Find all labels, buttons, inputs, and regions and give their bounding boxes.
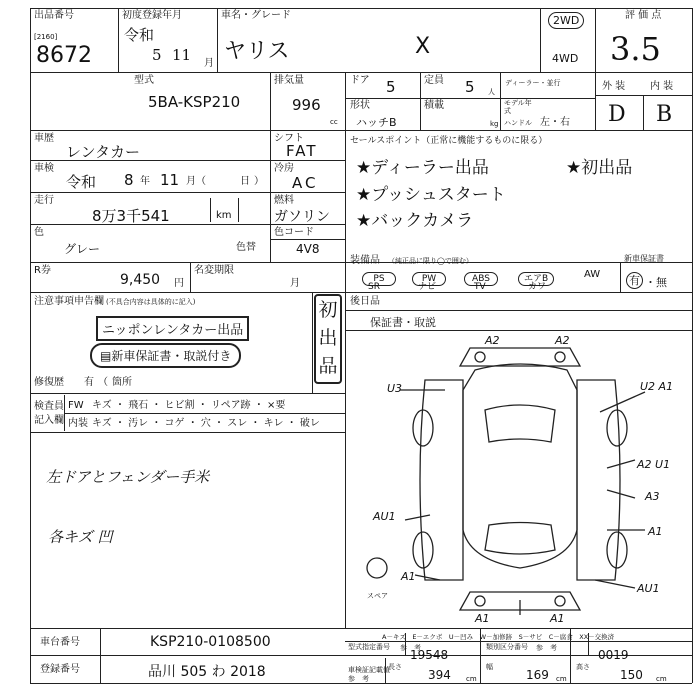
rule	[30, 192, 345, 193]
history-value: レンタカー	[66, 143, 141, 161]
rule	[100, 628, 101, 683]
shift-label: シフト	[274, 133, 304, 144]
damage-mark: A2	[555, 334, 570, 347]
reference-label: 参 考	[400, 644, 421, 652]
rule	[345, 641, 692, 642]
inspection-year-unit: 年	[140, 176, 150, 187]
designation-label: 型式指定番号	[348, 643, 390, 651]
rule	[385, 658, 386, 683]
lot-number: 8672	[36, 43, 92, 68]
after-value: 保証書・取説	[370, 316, 436, 329]
reg-month: 11	[172, 46, 192, 64]
selling-point-item: ★ディーラー出品	[356, 158, 489, 178]
first-stamp-char: 出	[318, 327, 338, 349]
damage-mark: A1	[550, 612, 565, 625]
repair-label: 修復歴	[34, 377, 64, 388]
doors: 5	[386, 78, 396, 96]
selling-point-item: ★バックカメラ	[356, 211, 474, 231]
reg-era: 令和	[124, 26, 155, 44]
inspection-era: 令和	[66, 173, 97, 191]
first-stamp-char: 品	[318, 355, 338, 377]
damage-mark: A1	[401, 570, 416, 583]
cc-unit: cc	[330, 118, 338, 126]
displacement: 996	[292, 96, 321, 114]
rule	[270, 130, 271, 262]
rule	[270, 72, 271, 130]
rule	[420, 72, 421, 130]
repair-bracket: （	[98, 377, 108, 388]
kg-unit: kg	[490, 120, 499, 128]
length-label: 長さ	[388, 663, 402, 671]
damage-mark: A1	[648, 525, 663, 538]
rule	[595, 130, 692, 131]
rule	[190, 262, 191, 292]
door-label: ドア	[350, 75, 370, 86]
rule	[30, 292, 692, 293]
selling-point-item: ★プッシュスタート	[356, 185, 506, 205]
rule	[30, 628, 692, 629]
color-code: 4V8	[296, 242, 320, 256]
damage-mark: A1	[475, 612, 490, 625]
length: 394	[428, 668, 451, 682]
category: 0019	[598, 648, 629, 662]
displacement-label: 排気量	[274, 75, 304, 86]
first-stamp-char: 初	[318, 299, 338, 321]
rule	[30, 72, 692, 73]
selling-point-item: ★初出品	[566, 158, 633, 178]
rule	[312, 292, 313, 393]
reg-label: 初度登録年月	[122, 10, 182, 21]
reg-year: 5	[152, 46, 162, 64]
fuel-label: 燃料	[274, 195, 294, 206]
inspection-year: 8	[124, 171, 134, 189]
damage-marks	[367, 334, 673, 625]
height-unit: cm	[656, 675, 667, 683]
reference-label-3: 参 考	[348, 675, 369, 683]
rule	[345, 310, 692, 311]
fuel: ガソリン	[274, 209, 330, 225]
interior-label: 内 装	[650, 81, 674, 92]
equip-airbag: エアB	[518, 266, 554, 286]
rule	[270, 239, 345, 240]
fw-items: キズ ・ 飛石 ・ ヒビ割 ・ リペア跡 ・ ×要	[92, 400, 286, 411]
dealer-label: ディーラー・並行	[505, 79, 561, 87]
first-time-stamp	[314, 294, 342, 384]
car-name: ヤリス	[224, 39, 290, 64]
notes-label: 注意事項申告欄	[34, 296, 104, 307]
damage-mark: AU1	[637, 582, 660, 595]
rule	[588, 633, 589, 655]
mileage: 8万3千541	[92, 207, 170, 225]
score: 3.5	[610, 30, 661, 68]
interior-inspect-label: 内装	[68, 418, 88, 429]
rule	[30, 130, 595, 131]
recycle-label: R券	[34, 265, 51, 276]
handle: 左・右	[540, 117, 570, 128]
rule	[692, 8, 693, 683]
inspector-label-2: 記入欄	[34, 415, 64, 426]
grade: X	[415, 34, 431, 59]
chassis: KSP210-0108500	[150, 634, 271, 650]
color: グレー	[64, 242, 101, 256]
exterior-label: 外 装	[602, 81, 626, 92]
width-label: 幅	[486, 663, 493, 671]
damage-legend: A－キズ E－エクボ U－凹み W－加修跡 S－サビ C－腐食 XX－交換済	[382, 633, 615, 641]
damage-mark: AU1	[373, 510, 396, 523]
reg-month-unit: 月	[204, 58, 214, 69]
car-diagram	[345, 330, 692, 628]
history-label: 車歴	[34, 133, 54, 144]
color-label: 色	[34, 227, 44, 238]
damage-mark: A3	[645, 490, 660, 503]
meigi-month: 月	[290, 278, 300, 289]
plate-label: 登録番号	[40, 664, 80, 675]
inspector-label: 検査員	[34, 401, 64, 412]
category-label: 類別区分番号	[486, 643, 528, 651]
plate: 品川 505 わ 2018	[148, 664, 266, 680]
model-label: 型式	[134, 75, 154, 86]
equipment-label: 装備品	[350, 255, 380, 266]
exterior-grade: D	[608, 102, 626, 127]
inspection-close-paren: ）	[254, 176, 264, 187]
equip-navi: ナビ	[418, 282, 437, 292]
warranty-stamp-text: 新車保証書・取説付き	[111, 349, 232, 363]
rule	[540, 8, 541, 72]
km-unit: km	[216, 210, 232, 221]
rule	[30, 393, 345, 394]
shape: ハッチB	[356, 116, 397, 129]
equip-tv: TV	[474, 282, 486, 292]
warranty-yes: 有	[626, 272, 643, 289]
warranty-label: 新車保証書	[624, 254, 664, 263]
equipment-sub: （純正品に限り◯で囲む）	[388, 257, 473, 265]
interior-grade: B	[656, 102, 673, 127]
color-code-label: 色コード	[274, 227, 314, 238]
equip-sr: SR	[368, 282, 380, 292]
height-label: 高さ	[576, 663, 590, 671]
shape-label: 形状	[350, 100, 370, 111]
rule	[345, 98, 595, 99]
lot-label: 出品番号	[34, 10, 74, 21]
rental-stamp: ニッポンレンタカー出品	[96, 316, 249, 341]
equip-abs: ABS	[464, 266, 498, 286]
rule	[30, 655, 692, 656]
chassis-label: 車台番号	[40, 637, 80, 648]
rule	[118, 8, 119, 72]
cert-label: 車検証記載値	[348, 666, 390, 674]
ac: AC	[292, 174, 319, 192]
rule	[595, 8, 596, 130]
equip-aw: AW	[584, 269, 601, 280]
drive-2wd: 2WD	[548, 12, 584, 29]
capacity-unit: 人	[488, 88, 495, 96]
rule	[64, 395, 65, 431]
score-label: 評 価 点	[625, 10, 662, 21]
equip-ps: PS	[362, 266, 396, 286]
warranty-stamp	[90, 343, 241, 368]
color-swap-label: 色替	[236, 242, 256, 253]
spare-label: スペア	[367, 592, 388, 600]
stamp-icon: ▤	[100, 349, 112, 363]
damage-mark: U2 A1	[640, 380, 674, 393]
damage-mark: U3	[387, 382, 403, 395]
width: 169	[526, 668, 549, 682]
rule	[217, 8, 218, 72]
rule	[30, 432, 345, 433]
ac-label: 冷房	[274, 163, 294, 174]
repair-place: 箇所	[112, 377, 132, 388]
name-label: 車名・グレード	[221, 10, 291, 21]
shift: FAT	[286, 142, 318, 160]
notes-sub: (不具合内容は具体的に記入)	[106, 298, 196, 306]
capacity-label: 定員	[424, 75, 444, 86]
equip-leather: カワ	[528, 282, 547, 292]
recycle-amount: 9,450	[120, 272, 161, 288]
repair-value: 有	[84, 377, 94, 388]
warranty-no: ・無	[645, 276, 667, 289]
capacity: 5	[465, 78, 475, 96]
designation: 19548	[410, 648, 449, 662]
load-label: 積載	[424, 100, 444, 111]
model-year-label: モデル年式	[504, 99, 532, 115]
rule	[30, 8, 692, 9]
inspection-month-unit: 月（	[186, 176, 206, 187]
fw-label: FW	[68, 400, 84, 411]
rule	[238, 198, 239, 222]
yen-unit: 円	[174, 278, 184, 289]
after-label: 後日品	[350, 296, 380, 307]
handle-label: ハンドル	[504, 119, 532, 127]
mileage-label: 走行	[34, 195, 54, 206]
rule	[64, 413, 345, 414]
meigi-label: 名変期限	[194, 265, 234, 276]
lot-sub: [2160]	[34, 33, 58, 41]
selling-points-label: セールスポイント（正常に機能するものに限る）	[350, 136, 548, 146]
model: 5BA-KSP210	[148, 93, 241, 111]
handwritten-comment: 各キズ 凹	[48, 528, 113, 546]
drive-4wd: 4WD	[552, 52, 579, 65]
width-unit: cm	[556, 675, 567, 683]
handwritten-comment: 左ドアとフェンダー手米	[46, 468, 210, 486]
inspection-day: 日	[240, 176, 250, 187]
rule	[30, 8, 31, 683]
rule	[210, 198, 211, 222]
length-unit: cm	[466, 675, 477, 683]
rule	[643, 95, 644, 130]
rule	[405, 633, 406, 655]
inspection-label: 車検	[34, 163, 54, 174]
rule	[620, 262, 621, 292]
inspection-month: 11	[160, 171, 180, 189]
damage-mark: A2	[485, 334, 500, 347]
reference-label-2: 参 考	[536, 644, 557, 652]
rule	[30, 683, 692, 684]
equip-pw: PW	[412, 266, 446, 286]
height: 150	[620, 668, 643, 682]
damage-mark: A2 U1	[637, 458, 671, 471]
interior-items: キズ ・ 汚レ ・ コゲ ・ 穴 ・ スレ ・ キレ ・ 破レ	[92, 418, 320, 429]
rule	[500, 72, 501, 130]
